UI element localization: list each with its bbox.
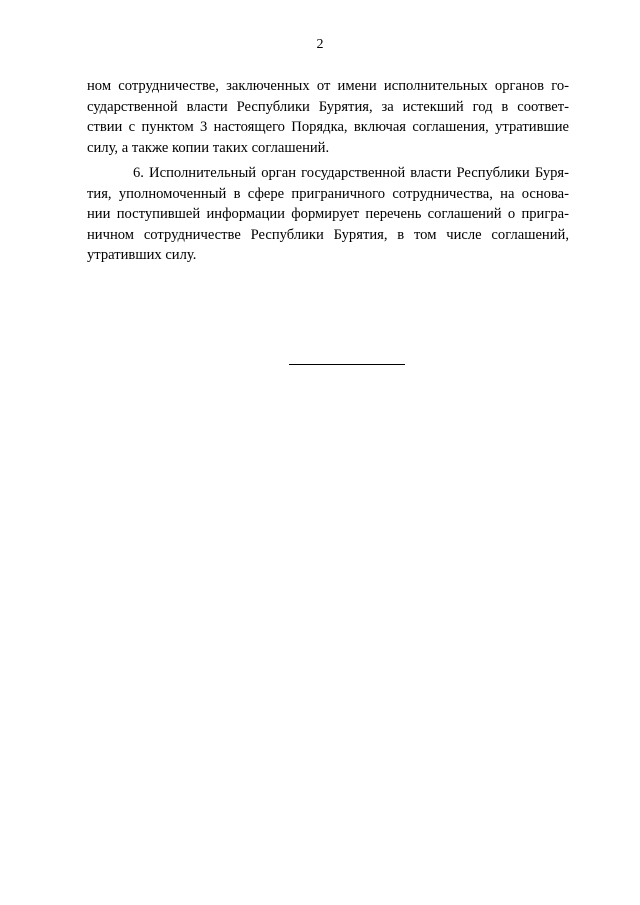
text-line: утративших силу. bbox=[87, 247, 197, 263]
text-line: 6. Исполнительный орган государственной власти Республики Буря- bbox=[133, 165, 569, 181]
text-line: сударственной власти Республики Бурятия, за истекший год в соответ- bbox=[87, 98, 569, 115]
paragraph-item-6 bbox=[87, 163, 569, 266]
text-line: тия, уполномоченный в сфере приграничного сотрудничества, на основа- bbox=[87, 185, 569, 202]
text-line: нии поступившей информации формирует перечень соглашений о пригра- bbox=[87, 206, 569, 222]
text-line: ничном сотрудничестве Республики Бурятия, в том числе соглашений, bbox=[87, 226, 569, 243]
page-number: 2 bbox=[316, 37, 324, 52]
text-line: ном сотрудничестве, заключенных от имени исполнительных органов го- bbox=[87, 78, 569, 94]
text-line: ствии с пунктом 3 настоящего Порядка, включая соглашения, утратившие bbox=[87, 119, 569, 135]
paragraph-continuation bbox=[87, 76, 569, 158]
text-line: силу, а также копии таких соглашений. bbox=[87, 139, 330, 156]
end-separator-line bbox=[289, 364, 405, 365]
